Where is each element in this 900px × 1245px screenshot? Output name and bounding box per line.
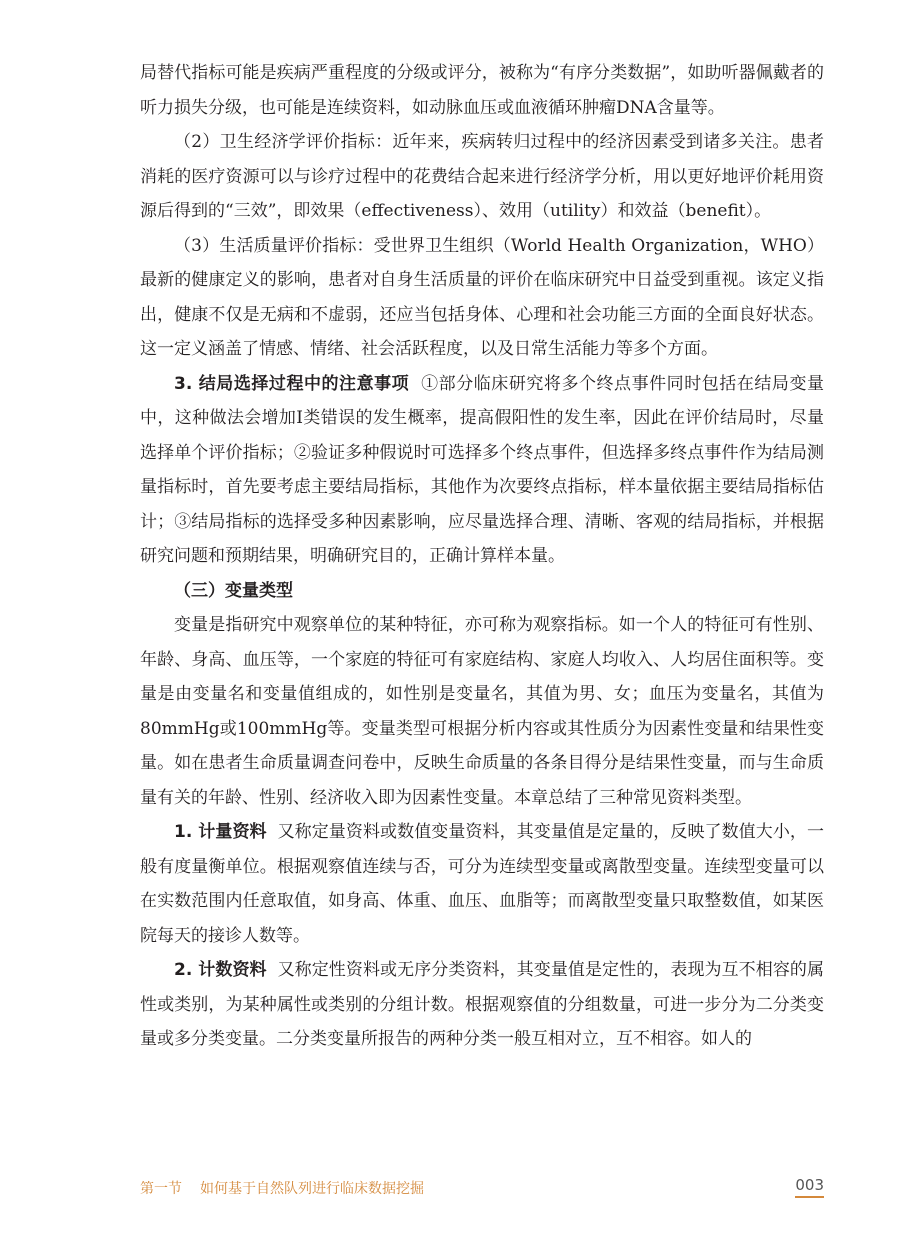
paragraph [140,815,824,953]
paragraph-heading: 3. 结局选择过程中的注意事项 [174,373,410,394]
footer-section-title: 如何基于自然队列进行临床数据挖掘 [200,1181,424,1197]
footer-section [140,1178,442,1198]
paragraph: （2）卫生经济学评价指标：近年来，疾病转归过程中的经济因素受到诸多关注。患者消耗的医疗资源可以与诊疗过程中的花费结合起来进行经济学分析，用以更好地评价耗用资源后得到的“三效”，即效果（effectiveness）、效用（utility）和效益（benefit）。 [140,132,824,221]
page-footer [140,1176,824,1198]
paragraph: 局替代指标可能是疾病严重程度的分级或评分，被称为“有序分类数据”，如助听器佩戴者的听力损失分级，也可能是连续资料，如动脉血压或血液循环肿瘤DNA含量等。 [140,63,824,118]
paragraph: （3）生活质量评价指标：受世界卫生组织（World Health Organization，WHO）最新的健康定义的影响，患者对自身生活质量的评价在临床研究中日益受到重视。该定义指出，健康不仅是无病和不虚弱，还应当包括身体、心理和社会功能三方面的全面良好状态。这一定义涵盖了情感、情绪、社会活跃程度，以及日常生活能力等多个方面。 [140,235,824,359]
paragraph-text: 又称定性资料或无序分类资料，其变量值是定性的，表现为互不相容的属性或类别，为某种属性或类别的分组计数。根据观察值的分组数量，可进一步分为二分类变量或多分类变量。二分类变量所报告的两种分类一般互相对立，互不相容。如人的 [140,960,824,1049]
paragraph-text: ①部分临床研究将多个终点事件同时包括在结局变量中，这种做法会增加Ⅰ类错误的发生概率，提高假阳性的发生率，因此在评价结局时，尽量选择单个评价指标；②验证多种假说时可选择多个终点事件，但选择多终点事件作为结局测量指标时，首先要考虑主要结局指标，其他作为次要终点指标，样本量依据主要结局指标估计；③结局指标的选择受多种因素影响，应尽量选择合理、清晰、客观的结局指标，并根据研究问题和预期结果，明确研究目的，正确计算样本量。 [140,373,824,566]
section-heading: （三）变量类型 [174,580,293,601]
paragraph-heading: 1. 计量资料 [174,822,267,842]
page-body [140,56,824,1057]
paragraph [140,953,824,1057]
footer-section-label: 第一节 [140,1181,182,1197]
paragraph [140,367,824,574]
page-number: 003 [795,1176,824,1198]
paragraph-text: 又称定量资料或数值变量资料，其变量值是定量的，反映了数值大小，一般有度量衡单位。根据观察值连续与否，可分为连续型变量或离散型变量。连续型变量可以在实数范围内任意取值，如身高、体重、血压、血脂等；而离散型变量只取整数值，如某医院每天的接诊人数等。 [140,822,824,946]
paragraph: 变量是指研究中观察单位的某种特征，亦可称为观察指标。如一个人的特征可有性别、年龄、身高、血压等，一个家庭的特征可有家庭结构、家庭人均收入、人均居住面积等。变量是由变量名和变量值组成的，如性别是变量名，其值为男、女；血压为变量名，其值为80mmHg或100mmHg等。变量类型可根据分析内容或其性质分为因素性变量和结果性变量。如在患者生命质量调查问卷中，反映生命质量的各条目得分是结果性变量，而与生命质量有关的年龄、性别、经济收入即为因素性变量。本章总结了三种常见资料类型。 [140,615,824,808]
paragraph-heading: 2. 计数资料 [174,960,267,980]
